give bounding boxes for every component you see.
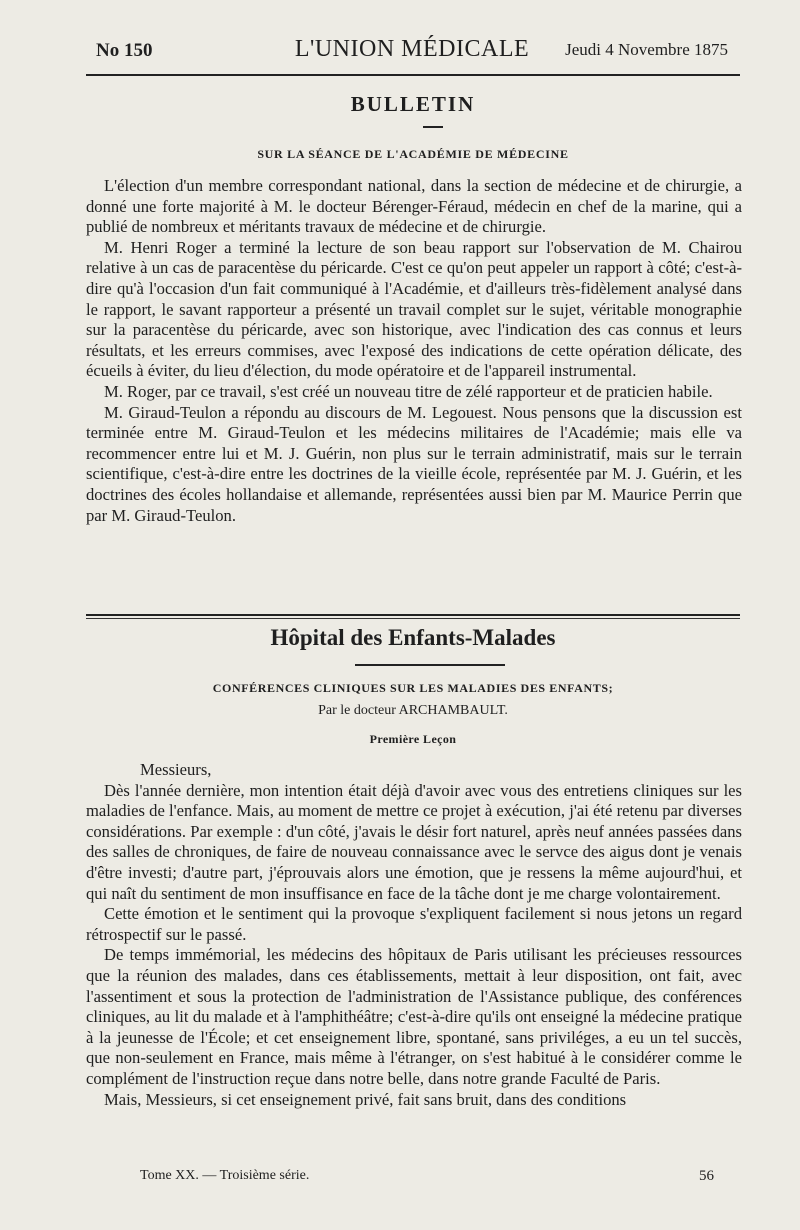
title-dash [423, 126, 443, 128]
lesson-paragraph: Cette émotion et le sentiment qui la provoque s'expliquent facilement si nous jetons un regard rétrospectif sur le passé. [86, 904, 742, 944]
lesson-paragraph: De temps immémorial, les médecins des hôpitaux de Paris utilisant les précieuses ressources que la réunion des malades, dans ces établissements, mettait à leur disposition, ont fait, avec l'assentiment et sous la protection de l'administration de l'Assistance publique, des conférences cliniques, au lit du malade et à l'amphithéâtre; c'est-à-dire qu'ils ont enseigné la médecine pratique à la jeunesse de l'École; et cet enseignement libre, spontané, sans priviléges, a eu un tel succès, que non-seulement en France, mais même à l'étranger, on s'est habitué à le considérer comme le complément de l'instruction reçue dans notre belle, dans notre grande Faculté de Paris. [86, 945, 742, 1088]
bulletin-title: BULLETIN [350, 92, 476, 116]
header-rule [86, 74, 740, 76]
lesson-title: Première Leçon [369, 732, 457, 746]
salutation: Messieurs, [140, 760, 212, 779]
issue-number: No 150 [96, 40, 153, 61]
section-rule-top [86, 614, 740, 616]
journal-title: L'UNION MÉDICALE [294, 36, 530, 62]
page-footer [140, 1168, 714, 1190]
section-rule-bottom [86, 618, 740, 619]
title-underline [355, 664, 505, 666]
page-number: 56 [699, 1168, 714, 1184]
conference-title: CONFÉRENCES CLINIQUES SUR LES MALADIES DES ENFANTS; [212, 681, 614, 695]
tome-line: Tome XX. — Troisième série. [140, 1168, 310, 1183]
bulletin-paragraph: M. Roger, par ce travail, s'est créé un nouveau titre de zélé rapporteur et de praticien habile. [104, 381, 713, 401]
bulletin-paragraph: M. Henri Roger a terminé la lecture de son beau rapport sur l'observation de M. Chairou relative à un cas de paracentèse du péricarde. C'est ce qu'on peut appeler un rapport à côté; c'est-à-dire qu'à l'occasion d'un fait communiqué à l'Académie, et d'ailleurs très-fidèlement analysé dans le rapport, le savant rapporteur a présenté un travail complet sur le sujet, véritable monographie sur la paracentèse du péricarde, avec son historique, avec l'indication des cas connus et leurs résultats, et les erreurs commises, avec l'exposé des indications de cette opération délicate, des écueils à éviter, du lieu d'élection, du mode opératoire et de l'appareil instrumental. [86, 237, 742, 381]
author-line: Par le docteur ARCHAMBAULT. [318, 703, 508, 718]
bulletin-subtitle: SUR LA SÉANCE DE L'ACADÉMIE DE MÉDECINE [257, 147, 569, 161]
bulletin-paragraph: L'élection d'un membre correspondant national, dans la section de médecine et de chirurgie, a donné une forte majorité à M. le docteur Bérenger-Féraud, médecin en chef de la marine, qui a publié de nombreux et méritants travaux de médecine et de chirurgie. [86, 176, 742, 237]
lesson-paragraph: Mais, Messieurs, si cet enseignement privé, fait sans bruit, dans des conditions [104, 1089, 627, 1109]
issue-date: Jeudi 4 Novembre 1875 [565, 40, 728, 59]
bulletin-paragraph: M. Giraud-Teulon a répondu au discours de M. Legouest. Nous pensons que la discussion est terminée entre M. Giraud-Teulon et les médecins militaires de l'Académie; mais elle va recommencer entre lui et M. J. Guérin, non plus sur le terrain administratif, mais sur le terrain scientifique, c'est-à-dire entre les doctrines de la vieille école, représentée par M. J. Guérin, et les doctrines des écoles hollandaise et allemande, représentées aussi bien par M. Maurice Perrin que par M. Giraud-Teulon. [86, 402, 742, 525]
page-header [96, 36, 728, 70]
bulletin-body [86, 176, 742, 526]
hopital-title: Hôpital des Enfants-Malades [270, 625, 556, 650]
lesson-body [86, 760, 742, 1110]
lesson-paragraph: Dès l'année dernière, mon intention était déjà d'avoir avec vous des entretiens cliniques sur les maladies de l'enfance. Mais, au moment de mettre ce projet à exécution, j'ai été retenu par diverses considérations. Par exemple : d'un côté, j'avais le désir fort naturel, après neuf années passées dans des salles de chroniques, de faire de nouveau connaissance avec le servce des aigus dont je venais d'être investi; d'autre part, j'éprouvais alors une émotion, que je ressens la même aujourd'hui, et qui naît du sentiment de mon insuffisance en face de la tâche dont je me charge volontairement. [86, 780, 742, 903]
